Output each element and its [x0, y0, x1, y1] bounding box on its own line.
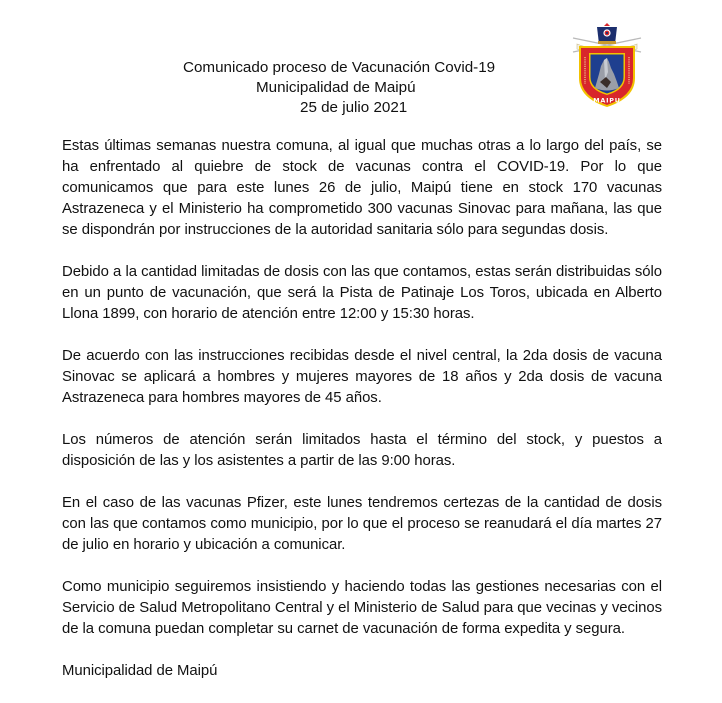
paragraph-commitment: Como municipio seguiremos insistiendo y haciendo todas las gestiones necesarias con el Servicio de Salud Metropolitano Central y el Ministerio de Salud para que vecinas y vecinos de la comuna puedan completar su carnet de vacunación de forma expedita y segura. [62, 579, 662, 637]
document-body [62, 136, 662, 703]
paragraph-eligibility: De acuerdo con las instrucciones recibidas desde el nivel central, la 2da dosis de vacuna Sinovac se aplicará a hombres y mujeres mayores de 18 años y 2da dosis de vacuna Astrazeneca para hombres mayores de 45 años. [62, 348, 662, 406]
maipu-crest-logo [571, 22, 643, 108]
document-date: 25 de julio 2021 [300, 99, 408, 116]
helmet-icon [597, 23, 617, 44]
document-organization: Municipalidad de Maipú [256, 79, 416, 96]
paragraph-pfizer: En el caso de las vacunas Pfizer, este lunes tendremos certezas de la cantidad de dosis con las que contamos como municipio, por lo que el proceso se reanudará el día martes 27 de julio en horario y ubicación a comunicar. [62, 495, 662, 553]
paragraph-attention-numbers: Los números de atención serán limitados hasta el término del stock, y puestos a disposición de las y los asistentes a partir de las 9:00 horas. [62, 432, 662, 469]
crest-label: MAIPU [593, 96, 621, 105]
paragraph-stock: Estas últimas semanas nuestra comuna, al igual que muchas otras a lo largo del país, se ha enfrentado al quiebre de stock de vacunas contra el COVID-19. Por lo que comunicamos que para este lunes 26 de julio, Maipú tiene en stock 170 vacunas Astrazeneca y el Ministerio ha comprometido 300 vacunas Sinovac para mañana, las que se dispondrán por instrucciones de la autoridad sanitaria sólo para segundas dosis. [62, 138, 662, 238]
document-header [150, 58, 530, 118]
document-signature: Municipalidad de Maipú [62, 663, 218, 679]
paragraph-location: Debido a la cantidad limitadas de dosis con las que contamos, estas serán distribuidas sólo en un punto de vacunación, que será la Pista de Patinaje Los Toros, ubicada en Alberto Llona 1899, con horario de atención entre 12:00 y 15:30 horas. [62, 264, 662, 322]
document-title: Comunicado proceso de Vacunación Covid-19 [183, 59, 496, 76]
